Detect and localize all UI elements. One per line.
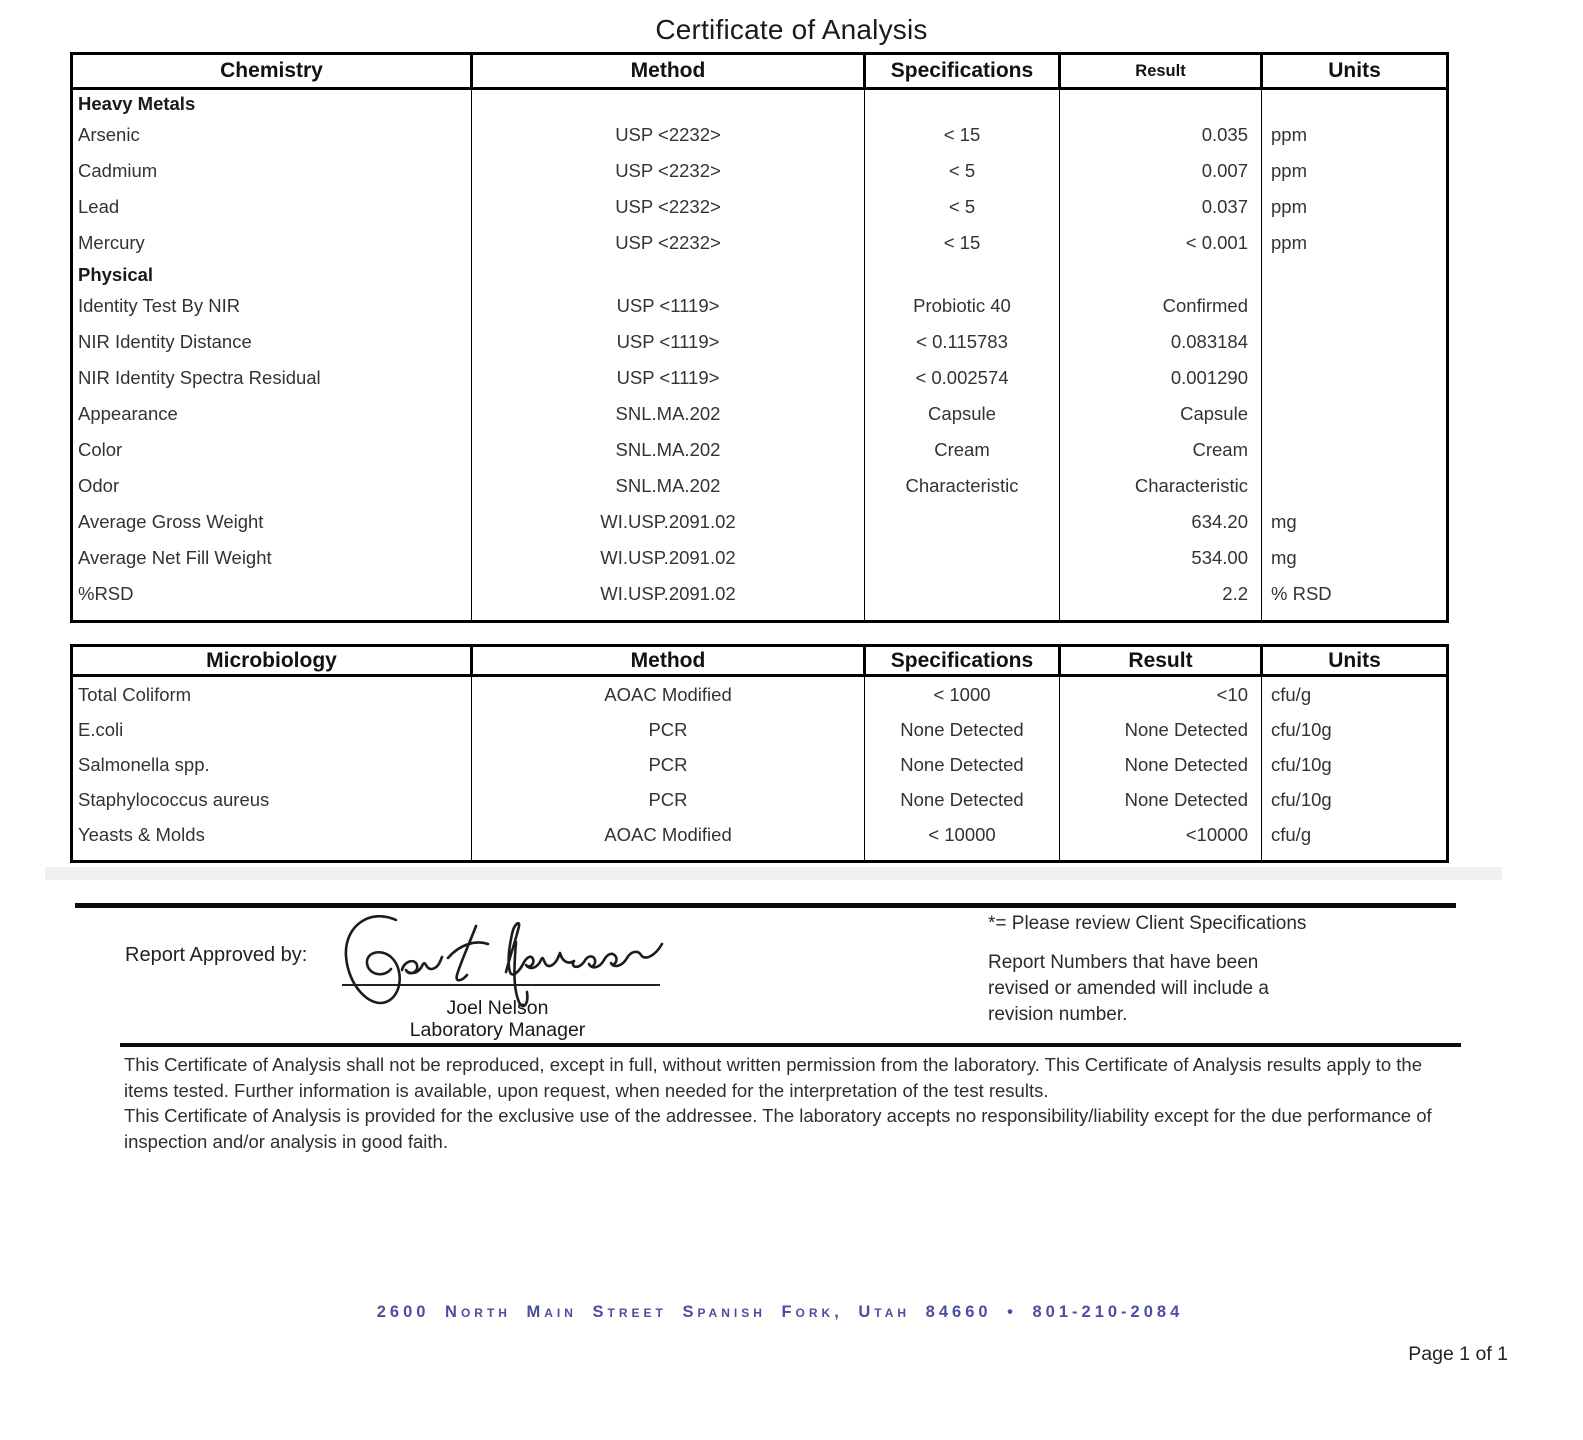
table-cell: < 5 (865, 189, 1060, 225)
footer-address: 2600 North Main Street Spanish Fork, Utah 84660 • 801-210-2084 (376, 1303, 1184, 1321)
table-cell (1262, 360, 1448, 396)
table-cell: None Detected (865, 712, 1060, 747)
report-approved-by-label: Report Approved by: (125, 944, 308, 966)
table-cell: USP <1119> (472, 324, 865, 360)
table-cell: 634.20 (1060, 504, 1262, 540)
table-cell (865, 576, 1060, 612)
table-cell: Average Gross Weight (72, 504, 472, 540)
table-cell: 0.083184 (1060, 324, 1262, 360)
table-cell: < 10000 (865, 817, 1060, 852)
table-row (72, 468, 1448, 504)
signer-name: Joel Nelson (446, 997, 549, 1019)
table-cell (865, 261, 1060, 288)
table-cell: mg (1262, 504, 1448, 540)
table-cell (472, 261, 865, 288)
column-header: Method (472, 54, 865, 89)
table-cell: < 1000 (865, 676, 1060, 713)
column-header: Chemistry (72, 54, 472, 89)
table-cell: ppm (1262, 117, 1448, 153)
table-cell: mg (1262, 540, 1448, 576)
table-cell: cfu/10g (1262, 782, 1448, 817)
table-cell: < 0.001 (1060, 225, 1262, 261)
table-cell: Average Net Fill Weight (72, 540, 472, 576)
table-cell: Characteristic (1060, 468, 1262, 504)
table-cell: None Detected (1060, 747, 1262, 782)
table-cell: AOAC Modified (472, 676, 865, 713)
client-specifications-note: *= Please review Client Specifications (988, 913, 1307, 934)
table-cell: Confirmed (1060, 288, 1262, 324)
table-cell: None Detected (1060, 712, 1262, 747)
table-cell: USP <2232> (472, 153, 865, 189)
table-cell: WI.USP.2091.02 (472, 576, 865, 612)
table-cell: PCR (472, 747, 865, 782)
column-header: Microbiology (72, 646, 472, 676)
table-cell: 0.007 (1060, 153, 1262, 189)
table-cell: <10 (1060, 676, 1262, 713)
table-cell: Physical (72, 261, 472, 288)
table-cell: USP <2232> (472, 189, 865, 225)
table-cell: < 0.002574 (865, 360, 1060, 396)
table-row (72, 747, 1448, 782)
table-cell (1060, 261, 1262, 288)
spacer-row (72, 852, 1448, 862)
table-row (72, 712, 1448, 747)
table-cell: NIR Identity Spectra Residual (72, 360, 472, 396)
table-cell: Cream (865, 432, 1060, 468)
table-cell (472, 89, 865, 118)
table-cell: SNL.MA.202 (472, 432, 865, 468)
table-cell (1262, 468, 1448, 504)
table-cell: Heavy Metals (72, 89, 472, 118)
table-cell: Yeasts & Molds (72, 817, 472, 852)
page-indicator: Page 1 of 1 (1408, 1343, 1508, 1365)
table-cell: Probiotic 40 (865, 288, 1060, 324)
table-cell: 0.035 (1060, 117, 1262, 153)
table-cell (865, 89, 1060, 118)
disclaimer-paragraph-2: This Certificate of Analysis is provided for the exclusive use of the addressee. The laboratory accepts no responsibility/liability except for the due performance of inspection and/or analysis in good faith. (124, 1105, 1432, 1152)
table-row (72, 117, 1448, 153)
table-cell: cfu/g (1262, 817, 1448, 852)
column-header: Result (1060, 646, 1262, 676)
table-cell: USP <1119> (472, 288, 865, 324)
table-cell: E.coli (72, 712, 472, 747)
table-cell: % RSD (1262, 576, 1448, 612)
table-cell: cfu/10g (1262, 712, 1448, 747)
table-cell: 0.001290 (1060, 360, 1262, 396)
table-row (72, 432, 1448, 468)
table-cell: %RSD (72, 576, 472, 612)
column-header: Result (1060, 54, 1262, 89)
table-row (72, 540, 1448, 576)
table-cell (1262, 396, 1448, 432)
table-row (72, 360, 1448, 396)
table-cell: SNL.MA.202 (472, 396, 865, 432)
table-cell: Total Coliform (72, 676, 472, 713)
table-cell: USP <1119> (472, 360, 865, 396)
table-cell: Lead (72, 189, 472, 225)
microbiology-results-table (70, 644, 1449, 863)
table-cell: Color (72, 432, 472, 468)
table-cell: None Detected (865, 747, 1060, 782)
chemistry-results-table (70, 52, 1449, 623)
table-cell: ppm (1262, 225, 1448, 261)
table-cell: WI.USP.2091.02 (472, 504, 865, 540)
table-cell (1262, 261, 1448, 288)
table-cell: 2.2 (1060, 576, 1262, 612)
table-cell: cfu/10g (1262, 747, 1448, 782)
table-cell: < 0.115783 (865, 324, 1060, 360)
disclaimer-text (124, 1052, 1446, 1154)
table-row (72, 782, 1448, 817)
column-header: Specifications (865, 54, 1060, 89)
disclaimer-paragraph-1: This Certificate of Analysis shall not be reproduced, except in full, without written permission from the laboratory. This Certificate of Analysis results apply to the items tested. Further information is available, upon request, when needed for the interpretation of the test results. (124, 1054, 1422, 1101)
table-cell: Cream (1060, 432, 1262, 468)
table-cell: Capsule (865, 396, 1060, 432)
table-row (72, 189, 1448, 225)
divider-line-top (75, 903, 1456, 908)
table-cell: <10000 (1060, 817, 1262, 852)
table-cell: < 15 (865, 117, 1060, 153)
table-cell: None Detected (1060, 782, 1262, 817)
signer-block (330, 997, 665, 1042)
table-cell: Arsenic (72, 117, 472, 153)
table-cell (1262, 324, 1448, 360)
table-row (72, 225, 1448, 261)
table-cell: WI.USP.2091.02 (472, 540, 865, 576)
table-cell: Appearance (72, 396, 472, 432)
column-header: Units (1262, 54, 1448, 89)
header-row (72, 54, 1448, 89)
table-row (72, 153, 1448, 189)
column-header: Method (472, 646, 865, 676)
section-row (72, 89, 1448, 118)
decorative-strip (45, 867, 1502, 880)
table-cell: PCR (472, 782, 865, 817)
table-cell: AOAC Modified (472, 817, 865, 852)
table-cell: Capsule (1060, 396, 1262, 432)
table-cell: USP <2232> (472, 225, 865, 261)
table-cell: PCR (472, 712, 865, 747)
table-cell: USP <2232> (472, 117, 865, 153)
table-row (72, 504, 1448, 540)
table-row (72, 288, 1448, 324)
table-cell (1262, 89, 1448, 118)
column-header: Units (1262, 646, 1448, 676)
table-cell: ppm (1262, 189, 1448, 225)
table-cell (1262, 432, 1448, 468)
table-cell (865, 504, 1060, 540)
table-row (72, 324, 1448, 360)
table-cell: None Detected (865, 782, 1060, 817)
table-cell: NIR Identity Distance (72, 324, 472, 360)
signer-title: Laboratory Manager (409, 1019, 586, 1041)
column-header: Specifications (865, 646, 1060, 676)
table-row (72, 576, 1448, 612)
table-cell: < 5 (865, 153, 1060, 189)
spacer-row (72, 612, 1448, 622)
page-title: Certificate of Analysis (655, 14, 928, 45)
table-cell: Mercury (72, 225, 472, 261)
table-cell: 534.00 (1060, 540, 1262, 576)
table-cell (1060, 89, 1262, 118)
table-cell: Salmonella spp. (72, 747, 472, 782)
divider-line-bottom (120, 1043, 1461, 1047)
table-cell: Odor (72, 468, 472, 504)
table-cell: Staphylococcus aureus (72, 782, 472, 817)
table-cell (1262, 288, 1448, 324)
table-cell: ppm (1262, 153, 1448, 189)
section-row (72, 261, 1448, 288)
table-row (72, 396, 1448, 432)
table-row (72, 817, 1448, 852)
revision-note: Report Numbers that have been revised or amended will include a revision number. (988, 952, 1269, 1025)
table-cell: Identity Test By NIR (72, 288, 472, 324)
table-row (72, 676, 1448, 713)
table-cell (865, 540, 1060, 576)
table-cell: cfu/g (1262, 676, 1448, 713)
table-cell: SNL.MA.202 (472, 468, 865, 504)
table-cell: < 15 (865, 225, 1060, 261)
table-cell: 0.037 (1060, 189, 1262, 225)
table-cell: Cadmium (72, 153, 472, 189)
table-cell: Characteristic (865, 468, 1060, 504)
header-row (72, 646, 1448, 676)
